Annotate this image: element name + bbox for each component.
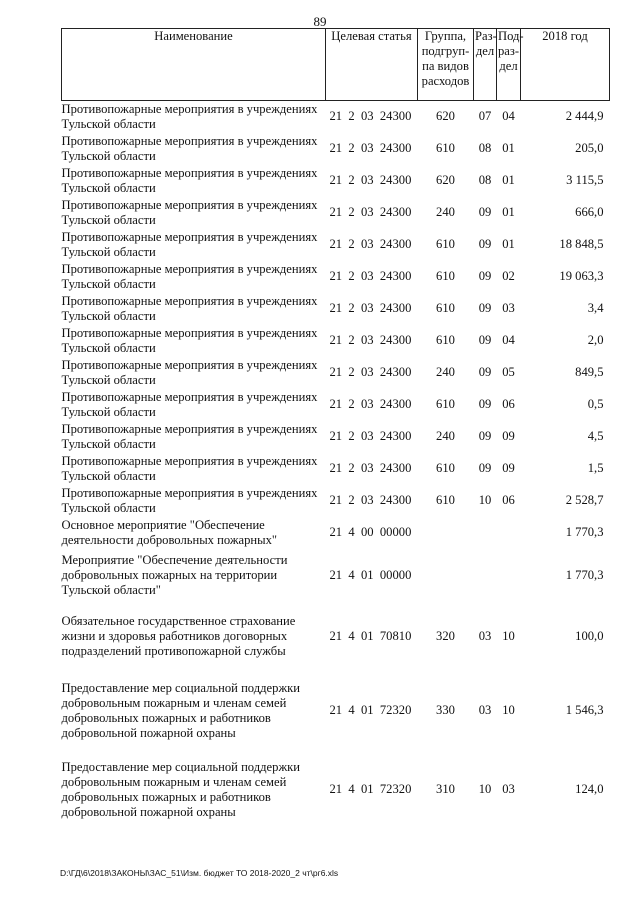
row-sum: 2 444,9 xyxy=(565,109,604,124)
row-podrazdel: 04 xyxy=(502,333,515,347)
row-code: 21 4 00 00000 xyxy=(329,525,412,539)
row-name: Основное мероприятие "Обеспечение деятельности добровольных пожарных" xyxy=(61,517,278,547)
row-code: 21 4 01 00000 xyxy=(329,568,412,582)
row-sum: 1 546,3 xyxy=(565,703,604,717)
row-sum: 100,0 xyxy=(575,629,604,643)
row-razdel: 09 xyxy=(478,205,492,219)
table-row xyxy=(62,517,610,549)
row-razdel: 09 xyxy=(478,365,492,379)
table-row xyxy=(62,101,610,133)
row-sum: 666,0 xyxy=(575,205,604,219)
row-code: 21 4 01 72320 xyxy=(329,703,412,717)
table-row xyxy=(62,603,610,671)
row-code: 21 2 03 24300 xyxy=(329,269,412,283)
row-sum: 3 115,5 xyxy=(566,173,604,187)
table-row xyxy=(62,389,610,421)
header-podrazdel: Под-раз-дел xyxy=(497,29,521,101)
row-podrazdel: 10 xyxy=(502,629,515,643)
row-razdel: 09 xyxy=(478,461,492,475)
row-podrazdel: 03 xyxy=(502,301,515,315)
table-row xyxy=(62,751,610,829)
row-name: Противопожарные мероприятия в учреждениях Тульской области xyxy=(61,165,318,195)
row-group: 610 xyxy=(436,397,455,411)
row-code: 21 2 03 24300 xyxy=(329,205,412,219)
row-podrazdel: 02 xyxy=(502,269,515,283)
row-podrazdel: 01 xyxy=(502,173,515,187)
row-group xyxy=(418,549,474,603)
row-razdel: 07 xyxy=(478,109,492,124)
row-podrazdel: 04 xyxy=(502,109,515,124)
row-group: 610 xyxy=(436,237,455,251)
row-sum: 3,4 xyxy=(587,301,604,315)
header-year: 2018 год xyxy=(521,29,610,101)
row-sum: 0,5 xyxy=(587,397,604,411)
row-group: 620 xyxy=(436,109,455,124)
row-code: 21 2 03 24300 xyxy=(329,397,412,411)
row-group: 310 xyxy=(436,782,455,796)
row-podrazdel: 06 xyxy=(502,493,515,507)
row-razdel: 09 xyxy=(478,429,492,443)
row-sum: 4,5 xyxy=(587,429,604,443)
row-group: 240 xyxy=(436,205,455,219)
row-podrazdel: 01 xyxy=(502,141,515,155)
row-name: Противопожарные мероприятия в учреждениях Тульской области xyxy=(61,325,318,355)
row-podrazdel: 09 xyxy=(502,429,515,443)
table-row xyxy=(62,421,610,453)
row-name: Противопожарные мероприятия в учреждениях Тульской области xyxy=(61,389,318,419)
row-group xyxy=(418,517,474,549)
row-group: 610 xyxy=(436,141,455,155)
row-name: Противопожарные мероприятия в учреждениях Тульской области xyxy=(61,453,318,483)
table-row xyxy=(62,325,610,357)
header-name: Наименование xyxy=(62,29,326,101)
budget-table xyxy=(61,28,610,829)
row-code: 21 2 03 24300 xyxy=(329,109,412,124)
row-sum: 18 848,5 xyxy=(559,237,604,251)
row-code: 21 2 03 24300 xyxy=(329,301,412,315)
row-razdel: 10 xyxy=(478,493,492,507)
row-name: Противопожарные мероприятия в учреждениях Тульской области xyxy=(61,197,318,227)
row-group: 240 xyxy=(436,365,455,379)
table-row xyxy=(62,549,610,603)
header-razdel: Раз-дел xyxy=(474,29,497,101)
file-path-footer: D:\ГД\6\2018\ЗАКОНЫ\ЗАС_51\Изм. бюджет ТО 2018-2020_2 чт\рг6.xls xyxy=(60,868,339,878)
row-code: 21 2 03 24300 xyxy=(329,141,412,155)
row-name: Мероприятие "Обеспечение деятельности добровольных пожарных на территории Тульской области" xyxy=(61,553,288,597)
row-podrazdel: 06 xyxy=(502,397,515,411)
row-group: 320 xyxy=(436,629,455,643)
row-sum: 2,0 xyxy=(587,333,604,347)
table-row xyxy=(62,229,610,261)
row-code: 21 2 03 24300 xyxy=(329,429,412,443)
row-sum: 1 770,3 xyxy=(565,568,604,582)
row-group: 610 xyxy=(436,269,455,283)
row-razdel: 08 xyxy=(478,141,492,155)
row-code: 21 2 03 24300 xyxy=(329,237,412,251)
row-name: Противопожарные мероприятия в учреждениях Тульской области xyxy=(61,133,318,163)
row-sum: 205,0 xyxy=(575,141,604,155)
row-name: Противопожарные мероприятия в учреждениях Тульской области xyxy=(61,101,318,131)
row-razdel: 09 xyxy=(478,397,492,411)
row-razdel: 03 xyxy=(478,703,492,717)
row-name: Противопожарные мероприятия в учреждениях Тульской области xyxy=(61,293,318,323)
row-sum: 1,5 xyxy=(587,461,604,475)
row-podrazdel xyxy=(497,549,521,603)
row-name: Противопожарные мероприятия в учреждениях Тульской области xyxy=(61,229,318,259)
row-code: 21 2 03 24300 xyxy=(329,365,412,379)
row-group: 610 xyxy=(436,461,455,475)
row-group: 330 xyxy=(436,703,455,717)
row-name: Предоставление мер социальной поддержки добровольным пожарным и членам семей добровольных пожарных и работников добровольной пожарной охраны xyxy=(61,759,301,819)
row-podrazdel: 05 xyxy=(502,365,515,379)
row-code: 21 2 03 24300 xyxy=(329,173,412,187)
row-code: 21 2 03 24300 xyxy=(329,461,412,475)
row-sum: 19 063,3 xyxy=(559,269,604,283)
row-razdel: 09 xyxy=(478,301,492,315)
row-name: Предоставление мер социальной поддержки добровольным пожарным и членам семей добровольных пожарных и работников добровольной пожарной охраны xyxy=(61,680,301,740)
row-code: 21 2 03 24300 xyxy=(329,333,412,347)
table-row xyxy=(62,261,610,293)
header-group: Группа, подгруп-па видов расходов xyxy=(418,29,474,101)
row-group: 240 xyxy=(436,429,455,443)
row-code: 21 4 01 70810 xyxy=(329,629,412,643)
row-razdel: 03 xyxy=(478,629,492,643)
row-group: 610 xyxy=(436,493,455,507)
table-row xyxy=(62,133,610,165)
row-razdel xyxy=(474,517,497,549)
row-name: Обязательное государственное страхование жизни и здоровья работников договорных подразделений противопожарной службы xyxy=(61,614,296,658)
row-razdel: 10 xyxy=(478,782,492,796)
row-sum: 849,5 xyxy=(575,365,604,379)
header-code: Целевая статья xyxy=(326,29,418,101)
row-podrazdel: 01 xyxy=(502,237,515,251)
row-podrazdel xyxy=(497,517,521,549)
row-podrazdel: 03 xyxy=(502,782,515,796)
row-group: 610 xyxy=(436,333,455,347)
row-code: 21 4 01 72320 xyxy=(329,782,412,796)
row-podrazdel: 10 xyxy=(502,703,515,717)
row-podrazdel: 09 xyxy=(502,461,515,475)
row-name: Противопожарные мероприятия в учреждениях Тульской области xyxy=(61,357,318,387)
row-podrazdel: 01 xyxy=(502,205,515,219)
page-number: 89 xyxy=(313,14,327,29)
row-name: Противопожарные мероприятия в учреждениях Тульской области xyxy=(61,485,318,515)
row-name: Противопожарные мероприятия в учреждениях Тульской области xyxy=(61,421,318,451)
row-group: 610 xyxy=(436,301,455,315)
row-razdel: 09 xyxy=(478,237,492,251)
table-row xyxy=(62,485,610,517)
row-sum: 1 770,3 xyxy=(565,525,604,539)
table-row xyxy=(62,671,610,751)
row-sum: 124,0 xyxy=(575,782,604,796)
table-row xyxy=(62,357,610,389)
row-name: Противопожарные мероприятия в учреждениях Тульской области xyxy=(61,261,318,291)
row-group: 620 xyxy=(436,173,455,187)
row-razdel: 09 xyxy=(478,333,492,347)
table-row xyxy=(62,453,610,485)
row-code: 21 2 03 24300 xyxy=(329,493,412,507)
table-row xyxy=(62,293,610,325)
row-sum: 2 528,7 xyxy=(565,493,604,507)
table-row xyxy=(62,165,610,197)
row-razdel xyxy=(474,549,497,603)
table-row xyxy=(62,197,610,229)
row-razdel: 08 xyxy=(478,173,492,187)
row-razdel: 09 xyxy=(478,269,492,283)
